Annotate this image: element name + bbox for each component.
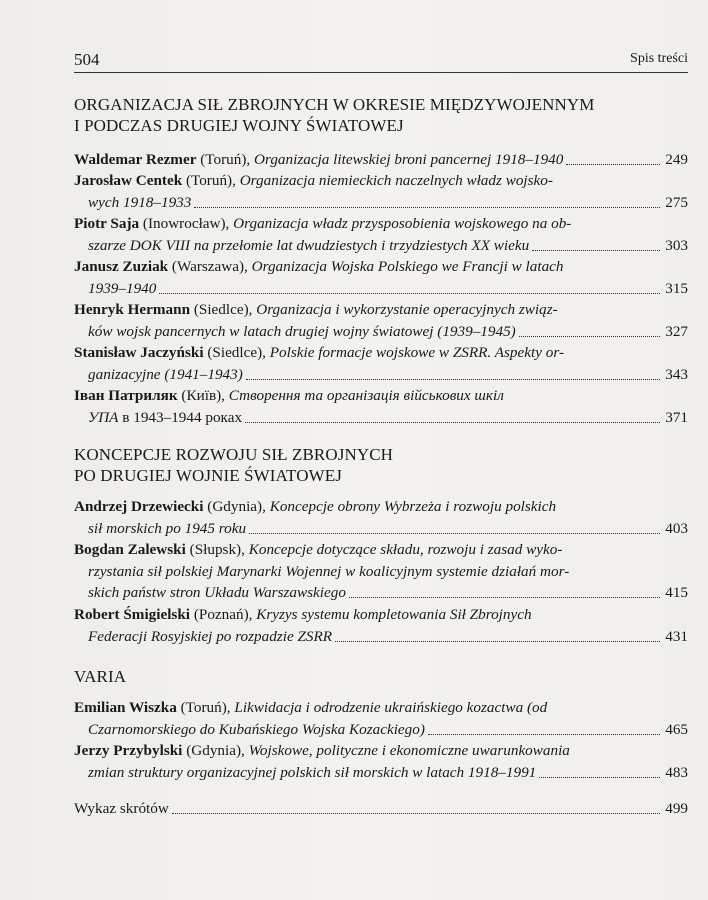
toc-entry[interactable]	[74, 149, 688, 171]
entry-author: Henryk Hermann	[74, 301, 191, 318]
page-number: 504	[74, 50, 100, 69]
toc-entry[interactable]	[74, 697, 688, 740]
page-header	[74, 50, 688, 73]
entry-title-cont: Czarnomorskiego do Kubańskiego Wojska Kozackiego)	[88, 720, 425, 738]
entry-page-number: 343	[665, 365, 688, 383]
entry-author: Andrzej Drzewiecki	[74, 498, 204, 515]
entry-title-cont-rest: в 1943–1944 роках	[118, 408, 243, 426]
entry-title: Organizacja niemieckich naczelnych władz wojsko-	[239, 172, 553, 189]
dot-leader	[519, 321, 660, 337]
entry-place: (Київ),	[177, 387, 229, 404]
entry-place: (Toruń),	[182, 172, 240, 189]
entry-title: Organizacja litewskiej broni pancernej 1918–1940	[254, 151, 564, 168]
abbreviations-label: Wykaz skrótów	[74, 800, 169, 817]
dot-leader	[249, 518, 660, 534]
dot-leader	[245, 407, 660, 423]
entry-page-number: 275	[665, 193, 688, 211]
entry-title: Kryzys systemu kompletowania Sił Zbrojnych	[256, 606, 532, 623]
entry-title: Organizacja władz przysposobienia wojskowego na ob-	[233, 215, 572, 232]
entry-place: (Toruń),	[176, 699, 235, 716]
toc-entry[interactable]	[74, 256, 688, 299]
entry-title-cont: Federacji Rosyjskiej po rozpadzie ZSRR	[88, 627, 333, 645]
entry-place: (Siedlce),	[203, 344, 270, 361]
dot-leader	[539, 762, 660, 778]
entry-title: Organizacja Wojska Polskiego we Francji w latach	[251, 258, 564, 275]
entry-author: Emilian Wiszka	[74, 699, 177, 716]
dot-leader	[335, 626, 660, 642]
section-title-line: PO DRUGIEJ WOJNIE ŚWIATOWEJ	[74, 466, 342, 485]
entry-page-number: 415	[665, 584, 688, 601]
entry-page-number: 303	[665, 236, 688, 254]
entry-title-cont: sił morskich po 1945 roku	[88, 519, 247, 537]
toc-entry[interactable]	[74, 496, 688, 539]
entry-title-cont: УПА	[88, 408, 119, 426]
entry-author: Bogdan Zalewski	[74, 541, 186, 558]
entry-page-number: 431	[665, 627, 688, 645]
entry-page-number: 327	[665, 322, 688, 340]
entry-author: Stanisław Jaczyński	[74, 344, 204, 361]
toc-entry[interactable]	[74, 740, 688, 783]
section-organizacja	[74, 94, 688, 136]
entry-author: Waldemar Rezmer	[74, 151, 197, 168]
toc-entry[interactable]	[74, 299, 688, 342]
entry-page-number: 371	[665, 408, 688, 426]
entry-place: (Siedlce),	[190, 301, 257, 318]
section-varia	[74, 666, 688, 687]
section-title-line: ORGANIZACJA SIŁ ZBROJNYCH W OKRESIE MIĘDZYWOJENNYM	[74, 95, 595, 114]
entry-place: (Toruń),	[196, 151, 255, 168]
entry-title-cont: ganizacyjne (1941–1943)	[88, 365, 243, 383]
toc-entry-abbreviations[interactable]	[74, 798, 688, 820]
entry-title: Створення та організація військових шкіл	[228, 387, 504, 404]
entry-title-cont: zmian struktury organizacyjnej polskich sił morskich w latach 1918–1991	[88, 763, 537, 781]
entry-page-number: 403	[665, 519, 688, 537]
section-title	[74, 444, 688, 486]
toc-entry[interactable]	[74, 385, 688, 428]
entry-author: Janusz Zuziak	[74, 258, 169, 275]
entry-page-number: 465	[665, 720, 688, 738]
entry-author: Іван Патриляк	[74, 387, 178, 404]
entry-author: Jarosław Centek	[74, 172, 183, 189]
section-koncepcje	[74, 444, 688, 486]
toc-entry[interactable]	[74, 604, 688, 647]
entry-page-number: 499	[665, 800, 688, 817]
toc-entry[interactable]	[74, 539, 688, 604]
entry-place: (Poznań),	[190, 606, 257, 623]
entry-title-cont: rzystania sił polskiej Marynarki Wojennej w koalicyjnym systemie działań mor-	[88, 562, 570, 580]
dot-leader	[428, 719, 660, 735]
entry-title: Koncepcje dotyczące składu, rozwoju i zasad wyko-	[248, 541, 563, 558]
dot-leader	[172, 798, 660, 814]
entry-title-cont: szarze DOK VIII na przełomie lat dwudziestych i trzydziestych XX wieku	[88, 236, 530, 254]
entry-page-number: 249	[665, 151, 688, 168]
section-title-line: I PODCZAS DRUGIEJ WOJNY ŚWIATOWEJ	[74, 116, 404, 135]
dot-leader	[532, 235, 660, 251]
entry-place: (Słupsk),	[185, 541, 249, 558]
entry-title-cont: skich państw stron Układu Warszawskiego	[88, 584, 346, 601]
dot-leader	[159, 278, 660, 294]
toc-entry[interactable]	[74, 213, 688, 256]
entry-author: Piotr Saja	[74, 215, 140, 232]
dot-leader	[349, 582, 660, 598]
entry-place: (Inowrocław),	[139, 215, 234, 232]
entry-title-cont: wych 1918–1933	[88, 193, 192, 211]
entry-title: Likwidacja i odrodzenie ukraińskiego kozactwa (od	[234, 699, 548, 716]
entry-author: Jerzy Przybylski	[74, 742, 183, 759]
dot-leader	[194, 192, 660, 208]
toc-entry[interactable]	[74, 342, 688, 385]
section-title	[74, 94, 688, 136]
entry-title: Koncepcje obrony Wybrzeża i rozwoju polskich	[269, 498, 557, 515]
toc-entry[interactable]	[74, 170, 688, 213]
entry-place: (Warszawa),	[168, 258, 252, 275]
running-title: Spis treści	[630, 51, 688, 66]
entry-author: Robert Śmigielski	[74, 606, 191, 623]
entry-page-number: 315	[665, 279, 688, 297]
entry-page-number: 483	[665, 763, 688, 781]
entry-title-cont: 1939–1940	[88, 279, 157, 297]
entry-title: Organizacja i wykorzystanie operacyjnych związ-	[256, 301, 558, 318]
section-title	[74, 666, 688, 687]
dot-leader	[566, 149, 660, 165]
section-title-line: VARIA	[74, 667, 127, 686]
section-title-line: KONCEPCJE ROZWOJU SIŁ ZBROJNYCH	[74, 445, 394, 464]
dot-leader	[246, 364, 660, 380]
entry-place: (Gdynia),	[182, 742, 249, 759]
entry-title: Wojskowe, polityczne i ekonomiczne uwarunkowania	[248, 742, 570, 759]
entry-title-cont: ków wojsk pancernych w latach drugiej wojny światowej (1939–1945)	[88, 322, 516, 340]
entry-title: Polskie formacje wojskowe w ZSRR. Aspekty or-	[269, 344, 565, 361]
entry-place: (Gdynia),	[203, 498, 270, 515]
